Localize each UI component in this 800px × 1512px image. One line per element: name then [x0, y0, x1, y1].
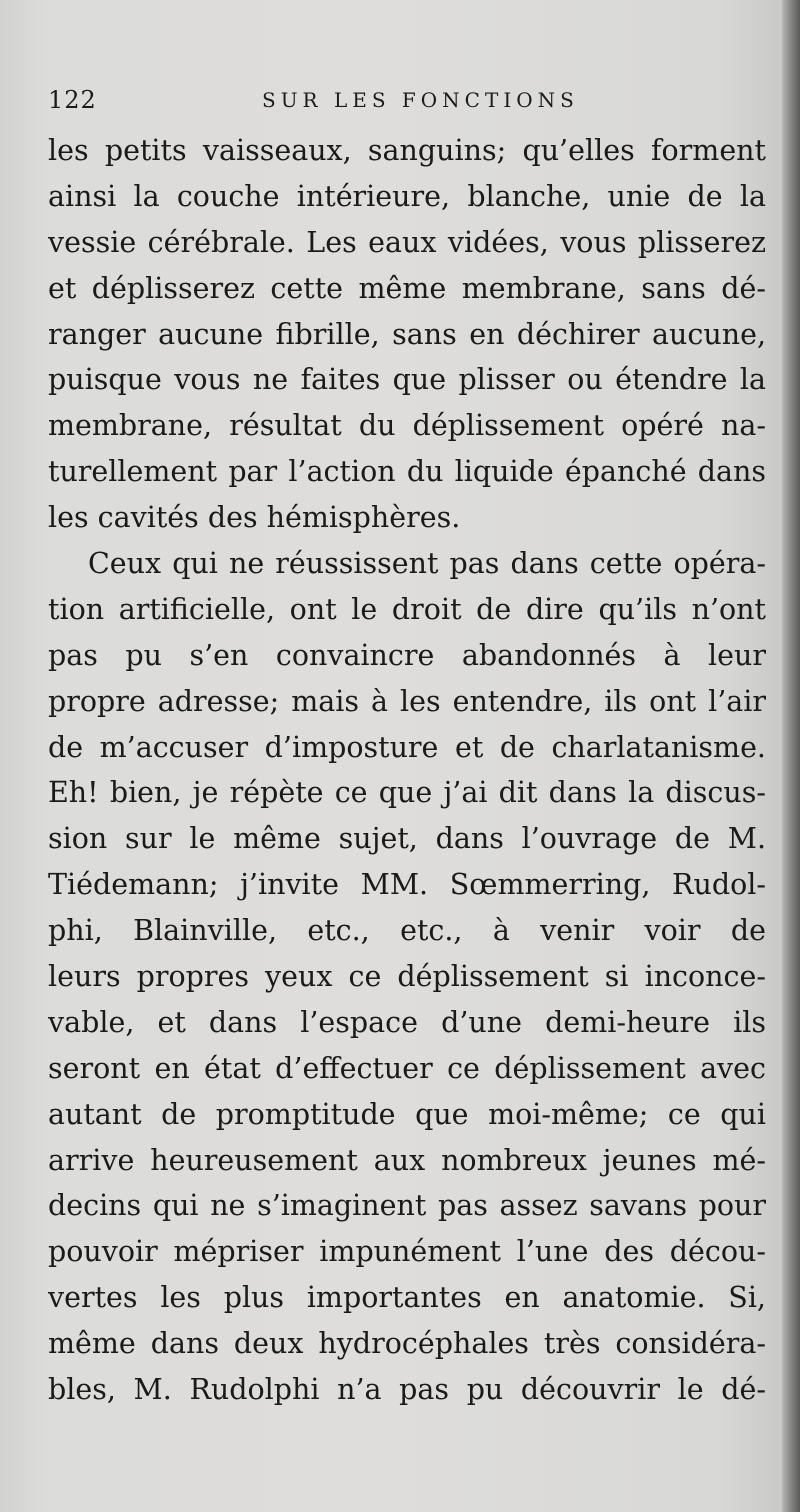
- text-line: les cavités des hémisphères.: [48, 501, 461, 535]
- text-line: tion artificielle, ont le droit de dire qu’ils n’ont: [48, 592, 766, 626]
- text-line: phi, Blainville, etc., etc., à venir voir de: [48, 914, 766, 948]
- page-number: 122: [48, 86, 97, 114]
- text-line: sion sur le même sujet, dans l’ouvrage de M.: [48, 822, 766, 856]
- text-line: pouvoir mépriser impunément l’une des décou-: [48, 1235, 766, 1269]
- text-line: propre adresse; mais à les entendre, ils ont l’air: [48, 684, 766, 718]
- text-line: seront en état d’effectuer ce déplissement avec: [48, 1051, 766, 1085]
- text-line: turellement par l’action du liquide épanché dans: [48, 455, 766, 489]
- text-line: ranger aucune fibrille, sans en déchirer aucune,: [48, 317, 766, 351]
- text-line: même dans deux hydrocéphales très considéra-: [48, 1327, 766, 1361]
- text-line: decins qui ne s’imaginent pas assez savans pour: [48, 1189, 766, 1223]
- text-line: de m’accuser d’imposture et de charlatanisme.: [48, 730, 766, 764]
- text-line: et déplisserez cette même membrane, sans dé-: [48, 271, 766, 305]
- page-header: [48, 86, 768, 118]
- text-line: pas pu s’en convaincre abandonnés à leur: [48, 638, 766, 672]
- body-text: [48, 128, 766, 1413]
- text-line: autant de promptitude que moi-même; ce qui: [48, 1097, 766, 1131]
- text-line: Eh! bien, je répète ce que j’ai dit dans la discus-: [48, 776, 766, 810]
- text-line: membrane, résultat du déplissement opéré na-: [48, 409, 766, 443]
- text-line: leurs propres yeux ce déplissement si inconce-: [48, 960, 766, 994]
- text-line: vable, et dans l’espace d’une demi-heure ils: [48, 1005, 766, 1039]
- book-spine-edge: [782, 0, 800, 1512]
- text-line: ainsi la couche intérieure, blanche, unie de la: [48, 179, 766, 213]
- text-line: bles, M. Rudolphi n’a pas pu découvrir le dé-: [48, 1373, 766, 1407]
- text-line: vessie cérébrale. Les eaux vidées, vous plisserez: [48, 225, 766, 259]
- paragraph-first-line: Ceux qui ne réussissent pas dans cette opéra-: [88, 547, 766, 581]
- text-line: arrive heureusement aux nombreux jeunes mé-: [48, 1143, 766, 1177]
- text-line: vertes les plus importantes en anatomie. Si,: [48, 1281, 766, 1315]
- text-line: les petits vaisseaux, sanguins; qu’elles forment: [48, 134, 766, 167]
- text-line: puisque vous ne faites que plisser ou étendre la: [48, 363, 766, 397]
- running-title: SUR LES FONCTIONS: [262, 88, 579, 112]
- text-line: Tiédemann; j’invite MM. Sœmmerring, Rudol-: [48, 868, 766, 902]
